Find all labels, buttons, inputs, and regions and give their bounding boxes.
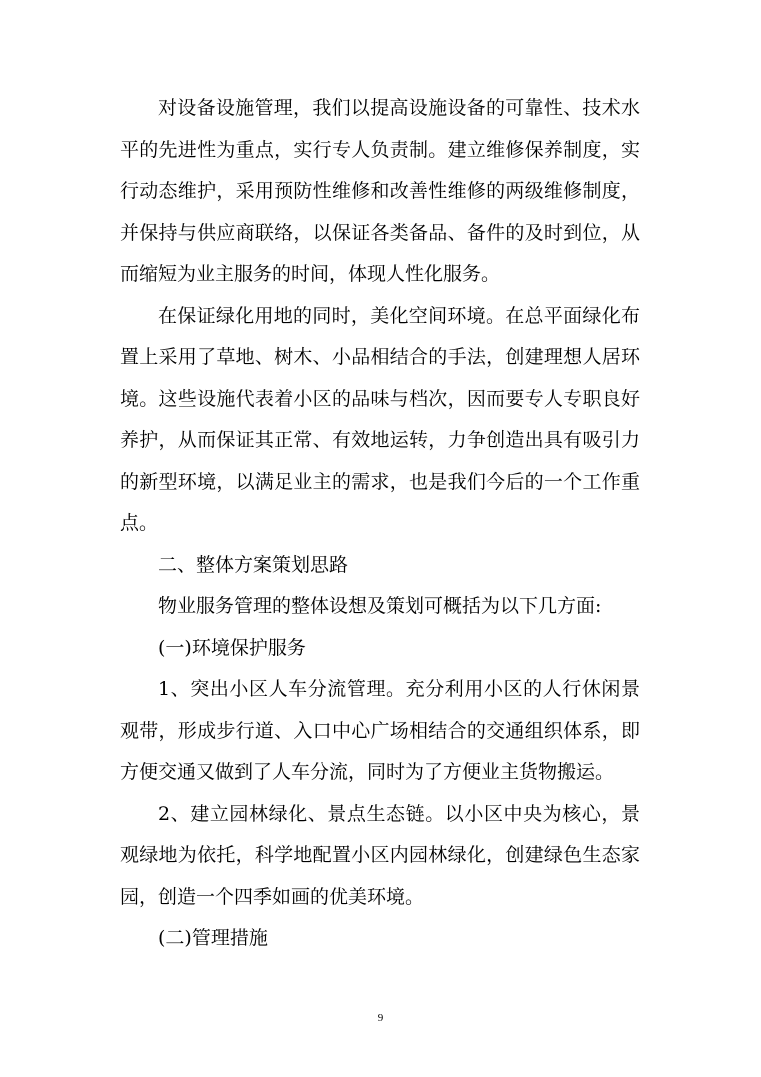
paragraph-landscape-ecology: 2、建立园林绿化、景点生态链。以小区中央为核心，景观绿地为依托，科学地配置小区内园林绿化，创建绿色生态家园，创造一个四季如画的优美环境。 <box>120 802 640 908</box>
document-body <box>120 88 640 960</box>
paragraph-facility-management: 对设备设施管理，我们以提高设施设备的可靠性、技术水平的先进性为重点，实行专人负责制。建立维修保养制度，实行动态维护，采用预防性维修和改善性维修的两级维修制度，并保持与供应商联络，以保证各类备品、备件的及时到位，从而缩短为业主服务的时间，体现人性化服务。 <box>120 97 640 285</box>
subheading-environment-service: (一)环境保护服务 <box>158 636 306 659</box>
paragraph-greening: 在保证绿化用地的同时，美化空间环境。在总平面绿化布置上采用了草地、树木、小品相结合的手法，创建理想人居环境。这些设施代表着小区的品味与档次，因而要专人专职良好养护，从而保证其正常、有效地运转，力争创造出具有吸引力的新型环境，以满足业主的需求，也是我们今后的一个工作重点。 <box>120 304 640 534</box>
paragraph-traffic-separation: 1、突出小区人车分流管理。充分利用小区的人行休闲景观带，形成步行道、入口中心广场相结合的交通组织体系，即方便交通又做到了人车分流，同时为了方便业主货物搬运。 <box>120 678 640 783</box>
page-number: 9 <box>377 1012 384 1024</box>
subheading-management-measures: (二)管理措施 <box>158 927 268 949</box>
section-heading-overall-plan: 二、整体方案策划思路 <box>158 553 349 576</box>
paragraph-plan-intro: 物业服务管理的整体设想及策划可概括为以下几方面: <box>158 595 602 617</box>
